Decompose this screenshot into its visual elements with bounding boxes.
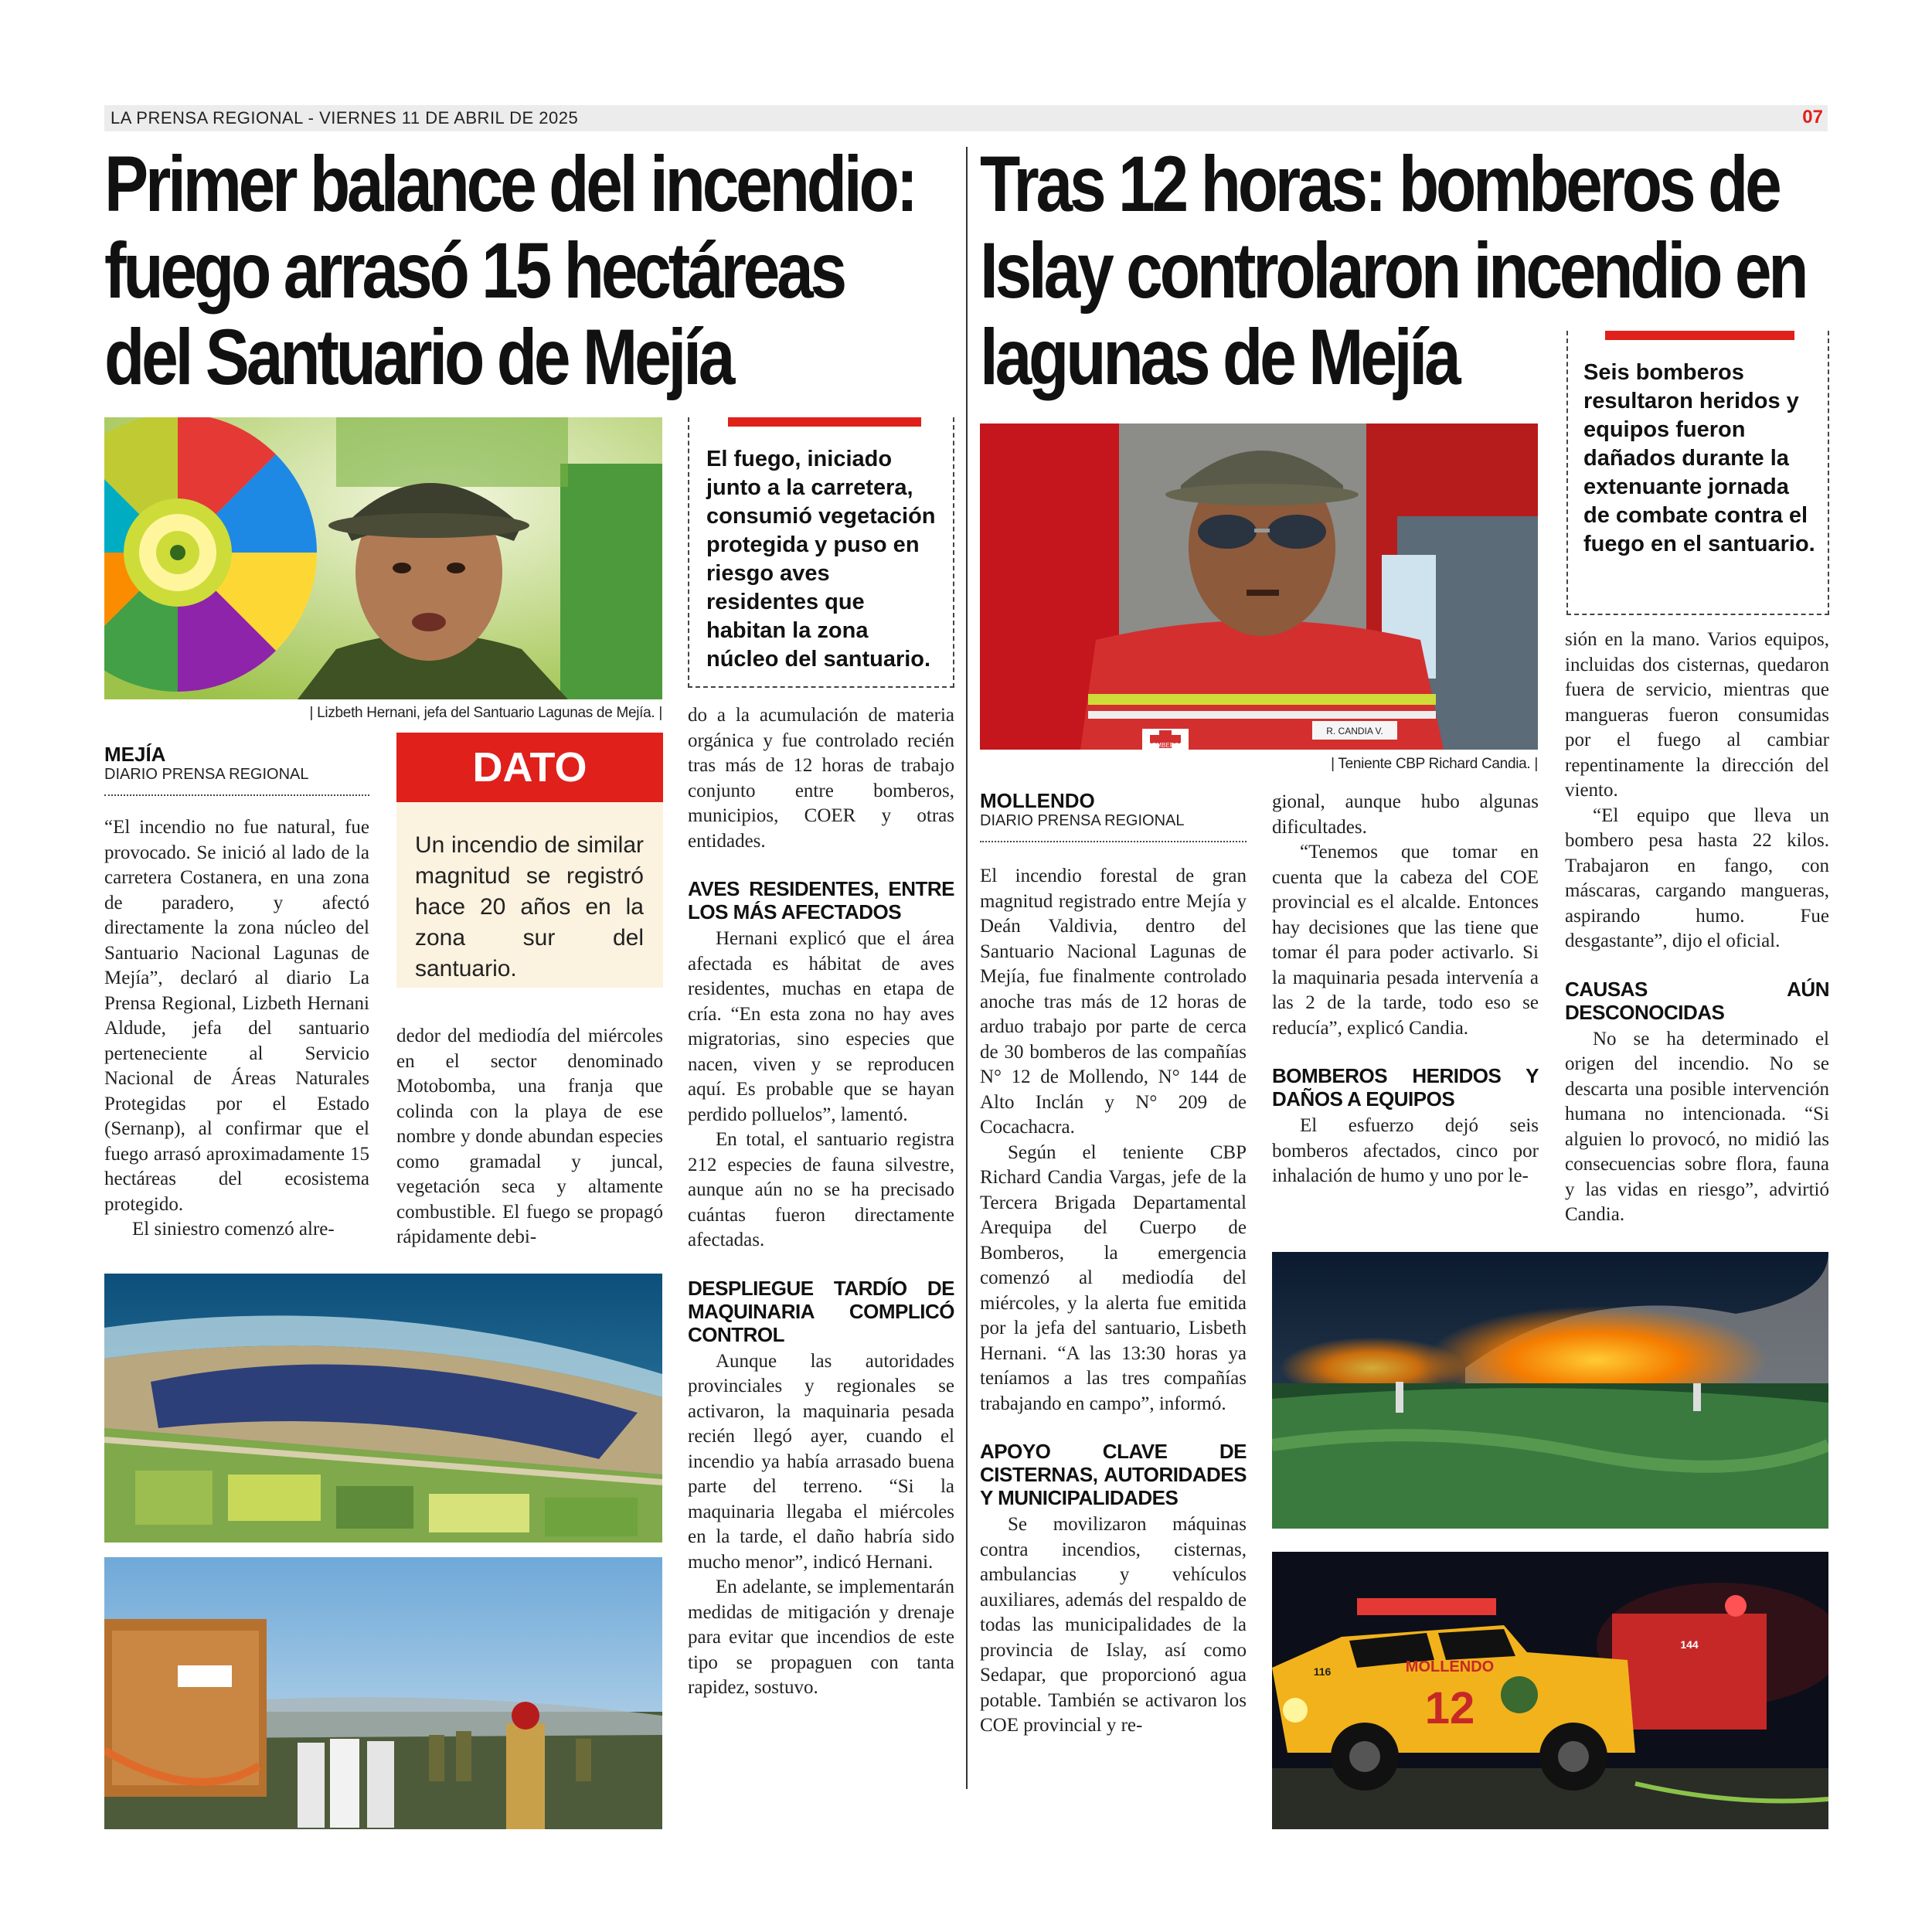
candia-photo xyxy=(980,423,1538,750)
right-callout-redbar xyxy=(1605,331,1794,340)
right-callout-box xyxy=(1566,331,1829,615)
heridos-para: El esfuerzo dejó seis bomberos afectados, cinco por inhalación de humo y uno por le- xyxy=(1272,1115,1539,1186)
right-dateline-place: MOLLENDO xyxy=(980,789,1095,812)
left-dateline-place: MEJÍA xyxy=(104,743,166,766)
left-headline-line-3: del Santuario de Mejía xyxy=(104,313,733,401)
subhead-aves: AVES RESIDENTES, ENTRE LOS MÁS AFECTADOS xyxy=(688,877,954,923)
right-col1-para-1: El incendio forestal de gran magnitud registrado entre Mejía y Deán Valdivia, dentro del Santuario Nacional Lagunas de Mejía, fue finalmente controlado anoche tras más de 12 horas de arduo trabajo por parte de cerca de 30 bomberos de las compañías N° 12 de Mollendo, N° 144 de Alto Inclán y N° 209 de Cocachacra. xyxy=(980,866,1247,1138)
fire-truck-photo xyxy=(1272,1552,1828,1829)
right-col3-text xyxy=(1565,628,1829,1228)
maquinaria-para-1: Aunque las autoridades provinciales y regionales se activaron, la maquinaria pesada recién llegó ayer, cuando el incendio ya había arrasado buena parte del terreno. “Si la maquinaria llegaba el miércoles en la tarde, el daño habría sido mucho menor”, indicó Hernani. xyxy=(688,1350,954,1573)
apoyo-para: Se movilizaron máquinas contra incendios, cisternas, ambulancias y vehículos auxiliares, además del respaldo de todas las municipalidades de la provincia de Islay, así como Sedapar, que proporcionó agua potable. También se activaron los COE provincial y re- xyxy=(980,1514,1247,1736)
dato-body xyxy=(396,802,663,988)
aves-para-2: En total, el santuario registra 212 especies de fauna silvestre, aunque aún no se ha precisado cuántas fueron directamente afectadas. xyxy=(688,1129,954,1250)
right-col1-text xyxy=(980,864,1247,1739)
right-dateline xyxy=(980,790,1247,842)
dato-box xyxy=(396,733,663,988)
left-dateline-paper: DIARIO PRENSA REGIONAL xyxy=(104,766,309,783)
left-col2-text xyxy=(396,1024,663,1250)
subhead-apoyo: APOYO CLAVE DE CISTERNAS, AUTORIDADES Y MUNICIPALIDADES xyxy=(980,1440,1247,1509)
dato-text: Un incendio de similar magnitud se registró hace 20 años en la zona sur del santuario. xyxy=(415,832,644,981)
hernani-photo-caption: | Lizbeth Hernani, jefa del Santuario Lagunas de Mejía. | xyxy=(309,705,662,721)
badge-text: BOMBEROS xyxy=(1147,742,1184,749)
right-dateline-rule xyxy=(980,841,1247,842)
right-col2-text xyxy=(1272,790,1539,1189)
causas-para: No se ha determinado el origen del incendio. No se descarta una posible intervención humana no intencionada. “Si alguien lo provocó, no midió las consecuencias sobre flora, fauna y las vidas en riesgo”, advirtió Candia. xyxy=(1565,1028,1829,1225)
left-col1-para-1: “El incendio no fue natural, fue provocado. Se inició al lado de la carretera Costanera, en una zona de paradero, y afectó directamente la zona núcleo del Santuario Nacional Lagunas de Mejía”, declaró al diario La Prensa Regional, Lizbeth Hernani Aldude, jefa del santuario perteneciente al Servicio Nacional de Áreas Naturales Protegidas por el Estado (Sernanp), al confirmar que el fuego arrasó aproximadamente 15 hectáreas del ecosistema protegido. xyxy=(104,817,369,1215)
right-col3-para-1: sión en la mano. Varios equipos, incluidas dos cisternas, quedaron fuera de servicio, mientras que mangueras fueron consumidas por el fuego al cambiar repentinamente la dirección del viento. xyxy=(1565,629,1829,801)
right-col2-para-2: “Tenemos que tomar en cuenta que la cabeza del COE provincial es el alcalde. Entonces hay decisiones que las tiene que tomar él para poder activarlo. Si la maquinaria pesada intervenía a las 2 de la tarde, todo eso se reducía”, explicó Candia. xyxy=(1272,842,1539,1039)
right-col2-para-1: gional, aunque hubo algunas dificultades. xyxy=(1272,791,1539,838)
subhead-causas: CAUSAS AÚN DESCONOCIDAS xyxy=(1565,977,1829,1024)
maquinaria-para-2: En adelante, se implementarán medidas de mitigación y drenaje para evitar que incendios de este tipo se propaguen con tanta rapidez, sostuvo. xyxy=(688,1577,954,1698)
dato-title: DATO xyxy=(396,733,663,802)
right-dateline-paper: DIARIO PRENSA REGIONAL xyxy=(980,812,1185,829)
left-callout-redbar xyxy=(728,417,921,427)
story-divider xyxy=(966,147,968,1789)
truck-side-number-2: 144 xyxy=(1680,1638,1699,1651)
hernani-photo xyxy=(104,417,662,699)
left-col1-text xyxy=(104,815,369,1243)
truck-label: MOLLENDO xyxy=(1405,1658,1495,1675)
truck-number: 12 xyxy=(1424,1683,1475,1733)
right-callout-text: Seis bomberos resultaron heridos y equipos fueron dañados durante la extenuante jornada de combate contra el fuego en el santuario. xyxy=(1583,360,1815,556)
right-headline-line-2: Islay controlaron incendio en xyxy=(980,226,1806,315)
candia-photo-caption: | Teniente CBP Richard Candia. | xyxy=(1331,756,1538,772)
left-callout-box xyxy=(688,417,954,688)
publication-line: LA PRENSA REGIONAL - VIERNES 11 DE ABRIL DE 2025 xyxy=(111,108,579,128)
night-fire-photo xyxy=(1272,1252,1828,1529)
firefighters-tanker-photo xyxy=(104,1557,662,1829)
aerial-wetland-photo xyxy=(104,1274,662,1543)
left-col3-intro: do a la acumulación de materia orgánica y fue controlado recién tras más de 12 horas de trabajo conjunto entre bomberos, municipios, COER y otras entidades. xyxy=(688,705,954,852)
page-header-bar xyxy=(104,105,1828,131)
truck-side-number: 116 xyxy=(1313,1665,1332,1678)
page-number: 07 xyxy=(1802,107,1823,128)
left-col1-para-2: El siniestro comenzó alre- xyxy=(132,1219,335,1240)
left-dateline xyxy=(104,743,369,796)
subhead-maquinaria: DESPLIEGUE TARDÍO DE MAQUINARIA COMPLICÓ CONTROL xyxy=(688,1276,954,1346)
right-headline-line-1: Tras 12 horas: bomberos de xyxy=(980,140,1779,228)
aves-para-1: Hernani explicó que el área afectada es hábitat de aves residentes, muchas en etapa de cría. “En esta zona no hay aves migratorias, sino especies que nacen, viven y se reproducen aquí. Es probable que se hayan perdido polluelos”, lamentó. xyxy=(688,928,954,1125)
left-headline xyxy=(104,141,915,400)
right-col3-para-2: “El equipo que lleva un bombero pesa hasta 22 kilos. Trabajaron en fango, con máscaras, cargando mangueras, aspirando humo. Fue desgastante”, dijo el oficial. xyxy=(1565,804,1829,951)
left-col2-para: dedor del mediodía del miércoles en el sector denominado Motobomba, una franja que colinda con la playa de ese nombre y donde abundan especies como gramadal y juncal, vegetación seca y altamente combustible. El fuego se propagó rápidamente debi- xyxy=(396,1026,663,1247)
left-headline-line-1: Primer balance del incendio: xyxy=(104,140,915,228)
subhead-heridos: BOMBEROS HERIDOS Y DAÑOS A EQUIPOS xyxy=(1272,1064,1539,1111)
right-col1-para-2: Según el teniente CBP Richard Candia Vargas, jefe de la Tercera Brigada Departamental Arequipa del Cuerpo de Bomberos, la emergencia comenzó al mediodía del miércoles, y la alerta fue emitida por la jefa del santuario, Lisbeth Hernani. “A las 13:30 horas ya teníamos a las tres compañías trabajando en campo”, informó. xyxy=(980,1141,1247,1414)
right-headline-line-3: lagunas de Mejía xyxy=(980,313,1458,401)
left-dateline-rule xyxy=(104,794,369,796)
name-tag: R. CANDIA V. xyxy=(1326,726,1383,736)
left-headline-line-2: fuego arrasó 15 hectáreas xyxy=(104,226,845,315)
left-col3-text xyxy=(688,703,954,1701)
left-callout-text: El fuego, iniciado junto a la carretera, consumió vegetación protegida y puso en riesgo aves residentes que habitan la zona núcleo del santuario. xyxy=(706,447,936,672)
